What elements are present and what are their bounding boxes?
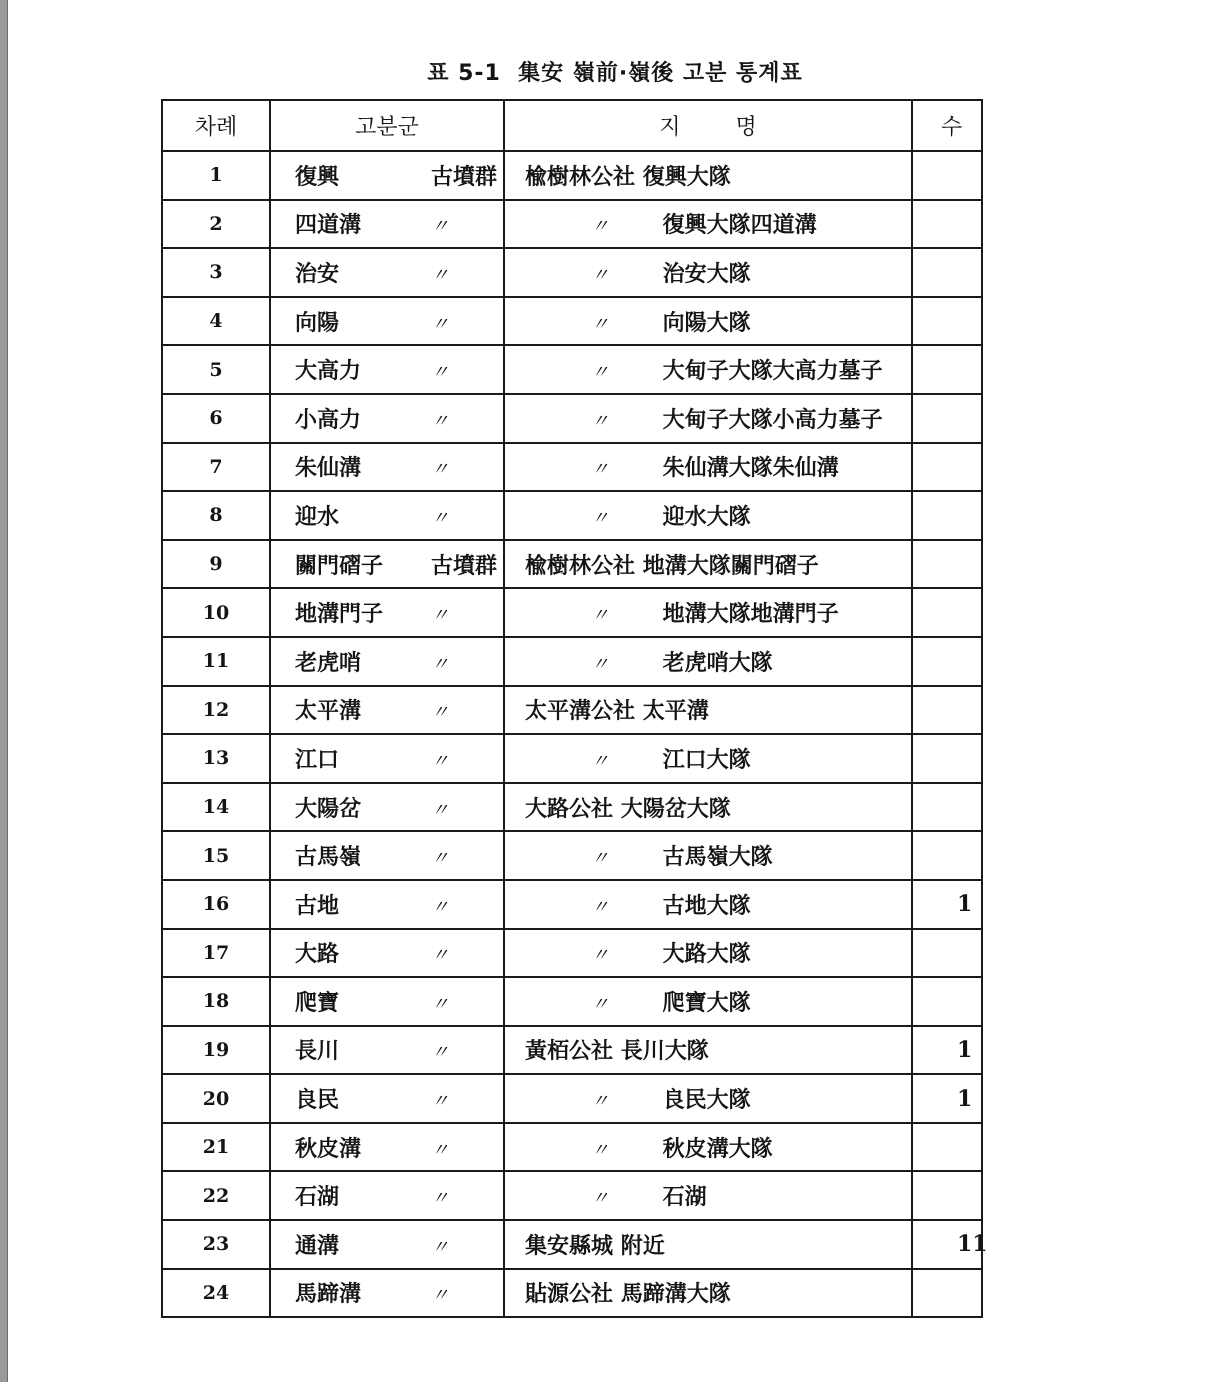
table-row bbox=[162, 686, 982, 735]
tomb-group-suffix: 〃 bbox=[431, 848, 449, 870]
place-detail: 大甸子大隊大高力墓子 bbox=[662, 358, 883, 385]
tomb-group-name: 爬寶 bbox=[295, 989, 340, 1016]
table-row bbox=[162, 1171, 982, 1220]
statistics-table-container bbox=[161, 99, 988, 1318]
place-commune: 楡樹林公社 bbox=[525, 163, 636, 190]
tomb-group-suffix: 〃 bbox=[431, 653, 449, 675]
tomb-group-suffix: 〃 bbox=[431, 1188, 449, 1210]
count-cell bbox=[912, 394, 982, 443]
row-number: 24 bbox=[162, 1269, 270, 1318]
table-row bbox=[162, 1123, 982, 1172]
tomb-group-name: 江口 bbox=[295, 746, 340, 773]
place-name-cell bbox=[504, 491, 912, 540]
tomb-group-suffix: 〃 bbox=[431, 1285, 449, 1307]
place-commune: 〃 bbox=[591, 507, 609, 529]
tomb-group-name: 朱仙溝 bbox=[295, 455, 362, 482]
header-place-label: 지 명 bbox=[659, 115, 781, 140]
tomb-group-cell bbox=[270, 540, 504, 589]
tomb-group-name: 良民 bbox=[295, 1087, 340, 1114]
row-number: 4 bbox=[162, 297, 270, 346]
place-detail: 地溝大隊關門磖子 bbox=[642, 552, 819, 579]
table-row bbox=[162, 151, 982, 200]
place-commune: 〃 bbox=[591, 653, 609, 675]
count-cell bbox=[912, 297, 982, 346]
row-number: 2 bbox=[162, 200, 270, 249]
tomb-group-name: 關門磖子 bbox=[295, 552, 384, 579]
table-row bbox=[162, 831, 982, 880]
table-row bbox=[162, 540, 982, 589]
count-cell bbox=[912, 151, 982, 200]
place-commune: 〃 bbox=[591, 313, 609, 335]
table-row bbox=[162, 929, 982, 978]
place-detail: 古地大隊 bbox=[662, 892, 751, 919]
place-detail: 太平溝 bbox=[642, 698, 709, 725]
place-commune: 太平溝公社 bbox=[525, 698, 636, 725]
place-detail: 復興大隊 bbox=[642, 163, 731, 190]
place-detail: 復興大隊四道溝 bbox=[662, 212, 817, 239]
table-row bbox=[162, 977, 982, 1026]
place-name-cell bbox=[504, 443, 912, 492]
place-commune: 〃 bbox=[591, 459, 609, 481]
place-name-cell bbox=[504, 977, 912, 1026]
table-row bbox=[162, 345, 982, 394]
tomb-group-cell bbox=[270, 345, 504, 394]
place-detail: 迎水大隊 bbox=[662, 503, 751, 530]
tomb-group-name: 四道溝 bbox=[295, 212, 362, 239]
table-caption: 표 5-1 集安 嶺前·嶺後 고분 통계표 bbox=[427, 61, 803, 86]
tomb-group-suffix: 〃 bbox=[431, 993, 449, 1015]
place-name-cell bbox=[504, 831, 912, 880]
count-cell: 1 bbox=[912, 880, 982, 929]
tomb-group-suffix: 〃 bbox=[431, 459, 449, 481]
table-row bbox=[162, 1269, 982, 1318]
tomb-group-cell bbox=[270, 1074, 504, 1123]
row-number: 18 bbox=[162, 977, 270, 1026]
count-cell bbox=[912, 977, 982, 1026]
tomb-group-cell bbox=[270, 1123, 504, 1172]
tomb-group-cell bbox=[270, 443, 504, 492]
tomb-group-name: 地溝門子 bbox=[295, 601, 384, 628]
tomb-group-cell bbox=[270, 200, 504, 249]
place-detail: 大甸子大隊小高力墓子 bbox=[662, 406, 883, 433]
table-row bbox=[162, 588, 982, 637]
table-body bbox=[162, 151, 988, 1317]
place-commune: 〃 bbox=[591, 410, 609, 432]
count-cell: 11 bbox=[912, 1220, 982, 1269]
place-detail: 地溝大隊地溝門子 bbox=[662, 601, 839, 628]
viewer-left-edge-line bbox=[7, 0, 8, 1382]
place-commune: 〃 bbox=[591, 1139, 609, 1161]
count-cell bbox=[912, 1123, 982, 1172]
table-row bbox=[162, 1220, 982, 1269]
tomb-group-suffix: 〃 bbox=[431, 799, 449, 821]
tomb-group-cell bbox=[270, 734, 504, 783]
tomb-group-cell bbox=[270, 1171, 504, 1220]
place-name-cell bbox=[504, 200, 912, 249]
place-commune: 〃 bbox=[591, 362, 609, 384]
tomb-group-name: 大陽岔 bbox=[295, 795, 362, 822]
tomb-group-name: 大路 bbox=[295, 941, 340, 968]
place-name-cell bbox=[504, 1123, 912, 1172]
tomb-group-suffix: 〃 bbox=[431, 410, 449, 432]
row-number: 16 bbox=[162, 880, 270, 929]
tomb-group-name: 老虎哨 bbox=[295, 649, 362, 676]
place-commune: 〃 bbox=[591, 605, 609, 627]
place-name-cell bbox=[504, 783, 912, 832]
tomb-group-cell bbox=[270, 831, 504, 880]
tomb-group-suffix: 〃 bbox=[431, 1091, 449, 1113]
place-commune: 集安縣城 bbox=[525, 1232, 614, 1259]
count-cell bbox=[912, 588, 982, 637]
tomb-group-suffix: 〃 bbox=[431, 945, 449, 967]
tomb-group-name: 治安 bbox=[295, 260, 340, 287]
row-number: 19 bbox=[162, 1026, 270, 1075]
row-number: 13 bbox=[162, 734, 270, 783]
table-row bbox=[162, 297, 982, 346]
count-cell bbox=[912, 686, 982, 735]
tomb-group-name: 秋皮溝 bbox=[295, 1135, 362, 1162]
place-name-cell bbox=[504, 588, 912, 637]
count-cell bbox=[912, 1171, 982, 1220]
count-cell bbox=[912, 637, 982, 686]
header-no: 차례 bbox=[162, 100, 270, 151]
place-name-cell bbox=[504, 345, 912, 394]
count-cell bbox=[912, 540, 982, 589]
place-name-cell bbox=[504, 734, 912, 783]
place-name-cell bbox=[504, 540, 912, 589]
place-detail: 附近 bbox=[620, 1232, 665, 1259]
tomb-group-cell bbox=[270, 151, 504, 200]
tomb-group-cell bbox=[270, 491, 504, 540]
tomb-group-name: 復興 bbox=[295, 163, 340, 190]
count-cell bbox=[912, 200, 982, 249]
place-name-cell bbox=[504, 1026, 912, 1075]
tomb-group-name: 小高力 bbox=[295, 406, 362, 433]
tomb-group-cell bbox=[270, 1269, 504, 1318]
table-row bbox=[162, 200, 982, 249]
place-detail: 爬寶大隊 bbox=[662, 989, 751, 1016]
row-number: 9 bbox=[162, 540, 270, 589]
table-row bbox=[162, 734, 982, 783]
place-name-cell bbox=[504, 637, 912, 686]
place-commune: 〃 bbox=[591, 896, 609, 918]
tomb-group-name: 迎水 bbox=[295, 503, 340, 530]
place-name-cell bbox=[504, 929, 912, 978]
row-number: 15 bbox=[162, 831, 270, 880]
tomb-group-suffix: 〃 bbox=[431, 216, 449, 238]
tomb-group-cell bbox=[270, 977, 504, 1026]
tomb-group-name: 通溝 bbox=[295, 1232, 340, 1259]
place-detail: 向陽大隊 bbox=[662, 309, 751, 336]
tomb-group-suffix: 〃 bbox=[431, 362, 449, 384]
place-commune: 貼源公社 bbox=[525, 1281, 614, 1308]
tomb-group-suffix: 〃 bbox=[431, 313, 449, 335]
tomb-group-suffix: 〃 bbox=[431, 1042, 449, 1064]
tomb-group-suffix: 〃 bbox=[431, 750, 449, 772]
row-number: 21 bbox=[162, 1123, 270, 1172]
place-detail: 江口大隊 bbox=[662, 746, 751, 773]
table-row bbox=[162, 1074, 982, 1123]
place-detail: 古馬嶺大隊 bbox=[662, 844, 773, 871]
tomb-group-cell bbox=[270, 929, 504, 978]
table-row bbox=[162, 1026, 982, 1075]
count-cell bbox=[912, 1269, 982, 1318]
tomb-group-cell bbox=[270, 1026, 504, 1075]
row-number: 3 bbox=[162, 248, 270, 297]
count-cell bbox=[912, 443, 982, 492]
place-name-cell bbox=[504, 1269, 912, 1318]
tomb-group-suffix: 〃 bbox=[431, 507, 449, 529]
table-row bbox=[162, 491, 982, 540]
row-number: 5 bbox=[162, 345, 270, 394]
count-cell bbox=[912, 491, 982, 540]
tomb-group-suffix: 〃 bbox=[431, 896, 449, 918]
count-cell: 1 bbox=[912, 1026, 982, 1075]
tomb-group-cell bbox=[270, 880, 504, 929]
tomb-group-cell bbox=[270, 248, 504, 297]
tomb-group-cell bbox=[270, 297, 504, 346]
place-name-cell bbox=[504, 1220, 912, 1269]
place-detail: 長川大隊 bbox=[620, 1038, 709, 1065]
place-commune: 黃栢公社 bbox=[525, 1038, 614, 1065]
row-number: 1 bbox=[162, 151, 270, 200]
header-place bbox=[504, 100, 912, 151]
place-detail: 大陽岔大隊 bbox=[620, 795, 731, 822]
tomb-statistics-table bbox=[161, 99, 988, 1318]
tomb-group-cell bbox=[270, 394, 504, 443]
tomb-group-name: 太平溝 bbox=[295, 698, 362, 725]
place-detail: 良民大隊 bbox=[662, 1087, 751, 1114]
row-number: 14 bbox=[162, 783, 270, 832]
place-commune: 〃 bbox=[591, 993, 609, 1015]
place-commune: 大路公社 bbox=[525, 795, 614, 822]
table-header-row bbox=[162, 100, 982, 151]
place-name-cell bbox=[504, 880, 912, 929]
place-detail: 治安大隊 bbox=[662, 260, 751, 287]
tomb-group-name: 大高力 bbox=[295, 358, 362, 385]
count-cell bbox=[912, 929, 982, 978]
table-row bbox=[162, 443, 982, 492]
place-name-cell bbox=[504, 297, 912, 346]
tomb-group-name: 向陽 bbox=[295, 309, 340, 336]
tomb-group-suffix: 古墳群 bbox=[431, 163, 498, 190]
place-commune: 〃 bbox=[591, 848, 609, 870]
tomb-group-suffix: 古墳群 bbox=[431, 552, 498, 579]
header-group: 고분군 bbox=[270, 100, 504, 151]
place-detail: 朱仙溝大隊朱仙溝 bbox=[662, 455, 839, 482]
tomb-group-name: 馬蹄溝 bbox=[295, 1281, 362, 1308]
count-cell bbox=[912, 783, 982, 832]
count-cell bbox=[912, 248, 982, 297]
place-detail: 馬蹄溝大隊 bbox=[620, 1281, 731, 1308]
row-number: 23 bbox=[162, 1220, 270, 1269]
row-number: 6 bbox=[162, 394, 270, 443]
place-name-cell bbox=[504, 248, 912, 297]
table-row bbox=[162, 783, 982, 832]
tomb-group-suffix: 〃 bbox=[431, 1139, 449, 1161]
row-number: 7 bbox=[162, 443, 270, 492]
place-commune: 〃 bbox=[591, 264, 609, 286]
tomb-group-cell bbox=[270, 637, 504, 686]
tomb-group-cell bbox=[270, 783, 504, 832]
tomb-group-name: 古馬嶺 bbox=[295, 844, 362, 871]
tomb-group-cell bbox=[270, 588, 504, 637]
tomb-group-name: 石湖 bbox=[295, 1184, 340, 1211]
place-name-cell bbox=[504, 1171, 912, 1220]
viewer-left-edge bbox=[0, 0, 7, 1382]
place-detail: 秋皮溝大隊 bbox=[662, 1135, 773, 1162]
count-cell bbox=[912, 734, 982, 783]
tomb-group-suffix: 〃 bbox=[431, 605, 449, 627]
table-row bbox=[162, 248, 982, 297]
place-detail: 老虎哨大隊 bbox=[662, 649, 773, 676]
row-number: 22 bbox=[162, 1171, 270, 1220]
tomb-group-name: 古地 bbox=[295, 892, 340, 919]
row-number: 10 bbox=[162, 588, 270, 637]
tomb-group-suffix: 〃 bbox=[431, 264, 449, 286]
tomb-group-name: 長川 bbox=[295, 1038, 340, 1065]
row-number: 8 bbox=[162, 491, 270, 540]
place-commune: 〃 bbox=[591, 945, 609, 967]
header-count: 수 bbox=[912, 100, 982, 151]
tomb-group-cell bbox=[270, 1220, 504, 1269]
place-commune: 〃 bbox=[591, 750, 609, 772]
tomb-group-suffix: 〃 bbox=[431, 1236, 449, 1258]
tomb-group-cell bbox=[270, 686, 504, 735]
row-number: 11 bbox=[162, 637, 270, 686]
place-name-cell bbox=[504, 151, 912, 200]
place-name-cell bbox=[504, 686, 912, 735]
count-cell: 1 bbox=[912, 1074, 982, 1123]
row-number: 20 bbox=[162, 1074, 270, 1123]
row-number: 17 bbox=[162, 929, 270, 978]
row-number: 12 bbox=[162, 686, 270, 735]
place-detail: 石湖 bbox=[662, 1184, 707, 1211]
table-row bbox=[162, 880, 982, 929]
table-row bbox=[162, 637, 982, 686]
place-commune: 楡樹林公社 bbox=[525, 552, 636, 579]
place-detail: 大路大隊 bbox=[662, 941, 751, 968]
count-cell bbox=[912, 831, 982, 880]
count-cell bbox=[912, 345, 982, 394]
place-name-cell bbox=[504, 1074, 912, 1123]
place-commune: 〃 bbox=[591, 1188, 609, 1210]
tomb-group-suffix: 〃 bbox=[431, 702, 449, 724]
place-commune: 〃 bbox=[591, 1091, 609, 1113]
table-row bbox=[162, 394, 982, 443]
place-commune: 〃 bbox=[591, 216, 609, 238]
place-name-cell bbox=[504, 394, 912, 443]
